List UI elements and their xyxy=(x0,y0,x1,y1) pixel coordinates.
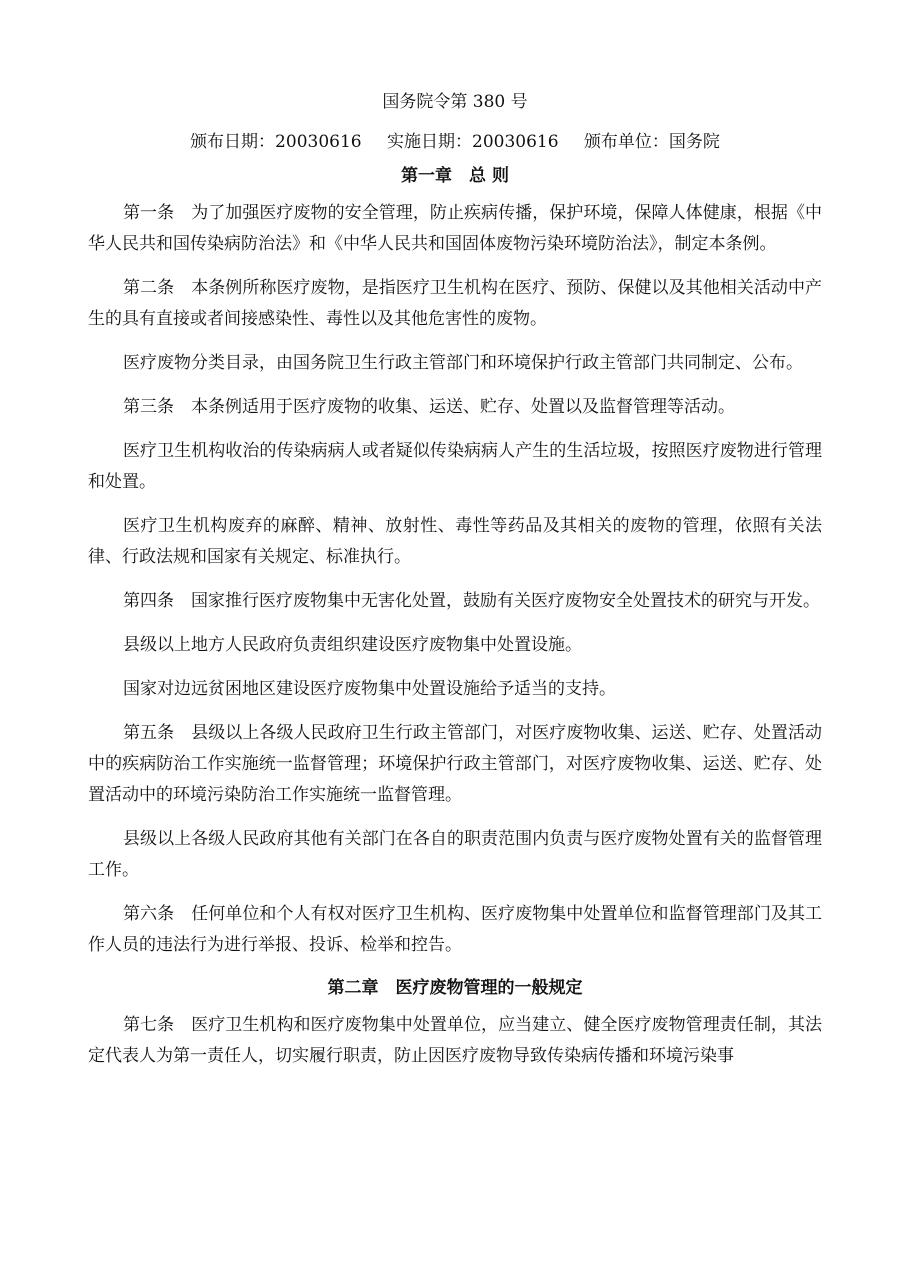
effective-date: 实施日期：20030616 xyxy=(387,132,559,152)
article-paragraph: 第四条 国家推行医疗废物集中无害化处置，鼓励有关医疗废物安全处置技术的研究与开发。 xyxy=(123,591,820,611)
article-paragraph: 第五条 县级以上各级人民政府卫生行政主管部门，对医疗废物收集、运送、贮存、处置活动中的疾病防治工作实施统一监督管理；环境保护行政主管部门，对医疗废物收集、运送、贮存、处置活动中的环境污染防治工作实施统一监督管理。 xyxy=(88,723,822,805)
document-title: 国务院令第 380 号 xyxy=(382,92,528,112)
document-page xyxy=(88,88,822,1085)
chapter-heading: 第二章 医疗废物管理的一般规定 xyxy=(327,978,583,998)
article-paragraph: 第七条 医疗卫生机构和医疗废物集中处置单位，应当建立、健全医疗废物管理责任制，其法定代表人为第一责任人，切实履行职责，防止因医疗废物导致传染病传播和环境污染事 xyxy=(88,1015,822,1066)
article-paragraph: 第一条 为了加强医疗废物的安全管理，防止疾病传播，保护环境，保障人体健康，根据《中华人民共和国传染病防治法》和《中华人民共和国固体废物污染环境防治法》，制定本条例。 xyxy=(88,203,822,254)
article-paragraph: 医疗废物分类目录，由国务院卫生行政主管部门和环境保护行政主管部门共同制定、公布。 xyxy=(123,353,803,373)
publish-date: 颁布日期：20030616 xyxy=(190,132,362,152)
article-paragraph: 医疗卫生机构收治的传染病病人或者疑似传染病病人产生的生活垃圾，按照医疗废物进行管理和处置。 xyxy=(88,441,822,492)
article-paragraph: 县级以上地方人民政府负责组织建设医疗废物集中处置设施。 xyxy=(123,635,582,655)
article-paragraph: 国家对边远贫困地区建设医疗废物集中处置设施给予适当的支持。 xyxy=(123,679,616,699)
document-meta xyxy=(88,128,822,156)
chapter-heading: 第一章 总 则 xyxy=(401,166,509,186)
article-paragraph: 县级以上各级人民政府其他有关部门在各自的职责范围内负责与医疗废物处置有关的监督管理工作。 xyxy=(88,829,822,880)
article-paragraph: 医疗卫生机构废弃的麻醉、精神、放射性、毒性等药品及其相关的废物的管理，依照有关法律、行政法规和国家有关规定、标准执行。 xyxy=(88,516,822,567)
article-paragraph: 第二条 本条例所称医疗废物，是指医疗卫生机构在医疗、预防、保健以及其他相关活动中产生的具有直接或者间接感染性、毒性以及其他危害性的废物。 xyxy=(88,278,822,329)
article-paragraph: 第六条 任何单位和个人有权对医疗卫生机构、医疗废物集中处置单位和监督管理部门及其工作人员的违法行为进行举报、投诉、检举和控告。 xyxy=(88,904,822,955)
issuer: 颁布单位：国务院 xyxy=(583,132,720,152)
article-paragraph: 第三条 本条例适用于医疗废物的收集、运送、贮存、处置以及监督管理等活动。 xyxy=(123,397,735,417)
